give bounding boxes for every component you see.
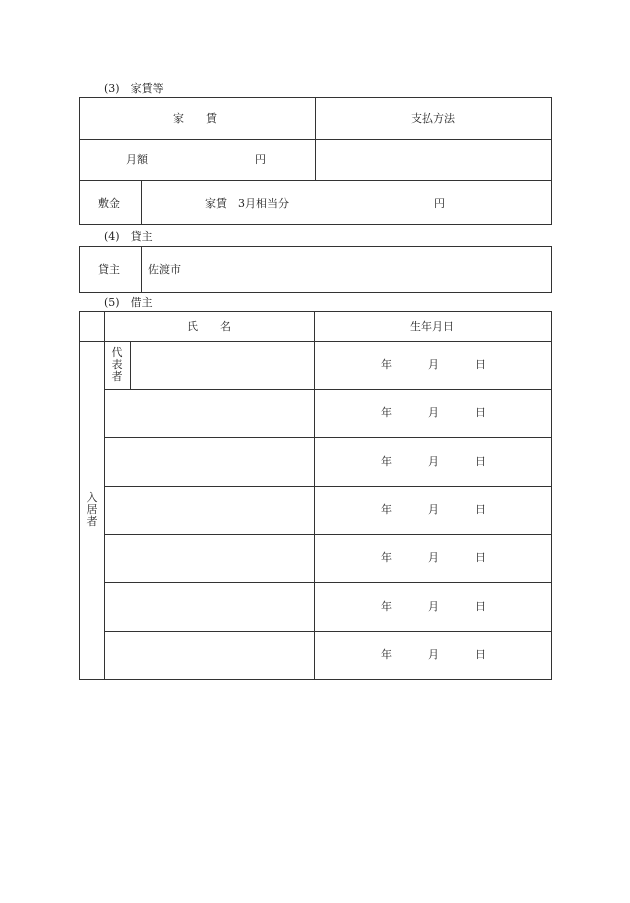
birth-day: 日 [475,503,486,516]
birth-month: 月 [428,648,439,661]
rent-header: 家 賃 [173,112,217,125]
monthly-rent-yen: 円 [255,153,266,166]
lender-value: 佐渡市 [148,263,181,276]
deposit-label: 敷金 [98,197,120,210]
borrower-table-divider [104,311,105,680]
birth-year: 年 [381,551,392,564]
monthly-rent-label: 月額 [126,153,148,166]
borrower-row-divider [104,437,552,438]
rent-table-divider [79,180,552,181]
birth-day: 日 [475,600,486,613]
borrower-table-divider [314,311,315,680]
birth-month: 月 [428,358,439,371]
birth-day: 日 [475,406,486,419]
birth-month: 月 [428,503,439,516]
borrower-table-divider [79,341,552,342]
lender-table-divider [141,246,142,293]
occupants-label: 入居者 [86,491,98,528]
borrower-row-divider [104,534,552,535]
representative-label: 代表者 [111,346,123,383]
name-header: 氏 名 [187,320,231,333]
borrower-row-divider [104,582,552,583]
birth-year: 年 [381,455,392,468]
birth-day: 日 [475,455,486,468]
deposit-text: 家賃 3月相当分 [205,197,289,210]
birth-month: 月 [428,551,439,564]
birth-day: 日 [475,358,486,371]
borrower-row-divider [104,631,552,632]
birthdate-header: 生年月日 [410,320,454,333]
birth-year: 年 [381,600,392,613]
rent-table-divider [79,139,552,140]
birth-month: 月 [428,600,439,613]
borrower-row-divider [104,389,552,390]
section-lender-title: (4) 貸主 [104,230,153,243]
birth-month: 月 [428,455,439,468]
deposit-yen: 円 [434,197,445,210]
rent-table-divider [141,180,142,225]
birth-day: 日 [475,551,486,564]
payment-method-header: 支払方法 [411,112,455,125]
section-borrower-title: (5) 借主 [104,296,153,309]
birth-day: 日 [475,648,486,661]
birth-year: 年 [381,648,392,661]
birth-year: 年 [381,503,392,516]
lender-label: 貸主 [98,263,120,276]
birth-year: 年 [381,358,392,371]
borrower-row-divider [104,486,552,487]
birth-month: 月 [428,406,439,419]
section-rent-title: (3) 家賃等 [104,82,164,95]
birth-year: 年 [381,406,392,419]
representative-divider [130,341,131,389]
